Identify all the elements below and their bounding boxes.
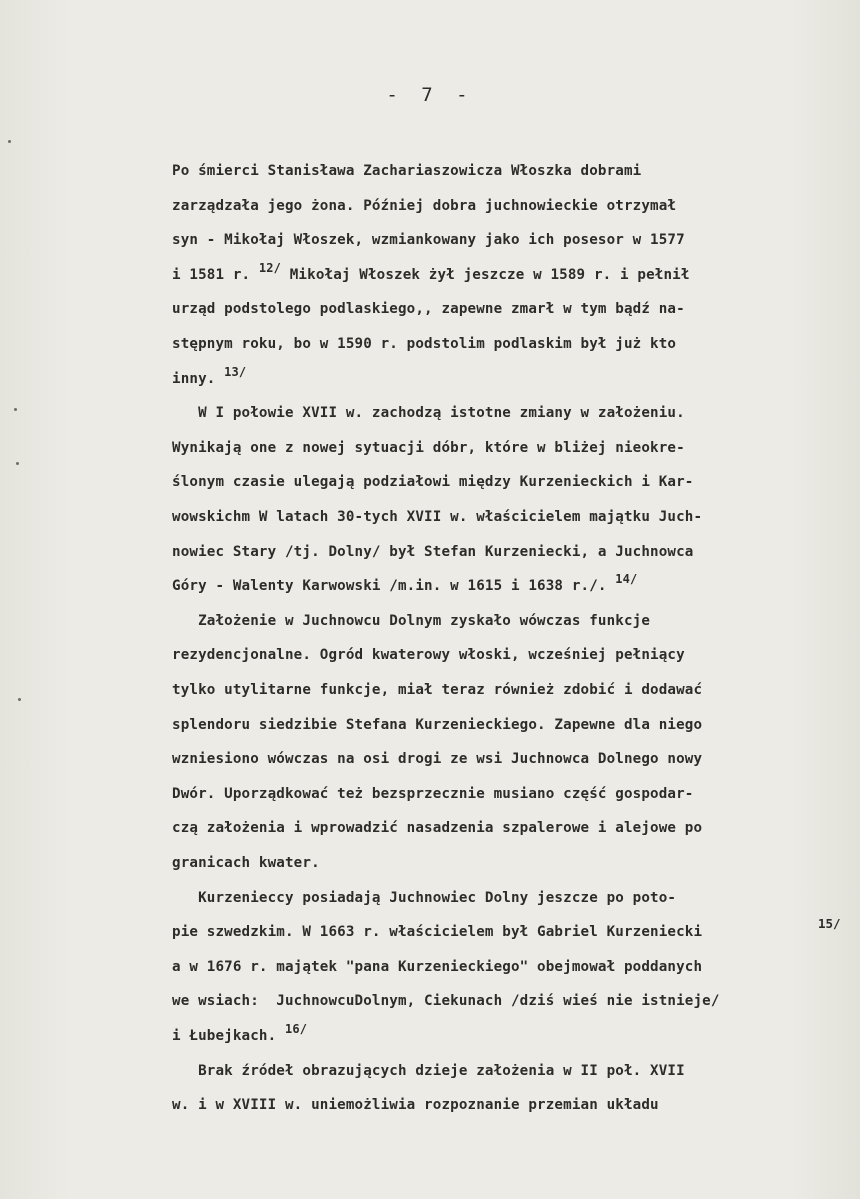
margin-footnote-marker: 15/ xyxy=(818,916,841,931)
page-number: - 7 - xyxy=(386,84,474,106)
text-line xyxy=(172,544,694,560)
text-line-content: syn - Mikołaj Włoszek, wzmiankowany jako ich posesor w 1577 xyxy=(172,232,685,249)
footnote-marker: 16/ xyxy=(285,1022,308,1036)
text-line xyxy=(172,509,702,525)
text-line xyxy=(172,820,702,836)
text-line xyxy=(172,1097,659,1113)
text-line-content: pie szwedzkim. W 1663 r. właścicielem był Gabriel Kurzeniecki xyxy=(172,924,703,941)
text-line xyxy=(172,1063,685,1079)
text-line xyxy=(172,474,694,490)
margin-mark xyxy=(16,462,19,465)
text-line-content: ślonym czasie ulegają podziałowi między Kurzenieckich i Kar- xyxy=(172,474,694,491)
text-line-content: tylko utylitarne funkcje, miał teraz również zdobić i dodawać xyxy=(172,682,703,698)
text-line xyxy=(172,613,650,629)
margin-mark xyxy=(8,140,11,143)
text-line xyxy=(172,163,641,179)
text-line xyxy=(172,336,676,352)
text-line-content: granicach kwater. xyxy=(172,855,320,871)
text-line xyxy=(172,405,685,421)
text-line-content: a w 1676 r. majątek "pana Kurzenieckiego" obejmował poddanych xyxy=(172,958,703,975)
text-line xyxy=(172,440,685,456)
text-line-content: i 1581 r. xyxy=(172,266,259,283)
text-line-content: Mikołaj Włoszek żył jeszcze w 1589 r. i pełnił xyxy=(281,266,690,283)
margin-mark xyxy=(14,408,17,411)
footnote-marker: 12/ xyxy=(258,260,282,275)
text-line xyxy=(172,572,638,595)
text-line xyxy=(172,890,676,906)
text-line-content: stępnym roku, bo w 1590 r. podstolim podlaskim był już kto xyxy=(172,336,677,352)
text-line xyxy=(172,993,720,1009)
footnote-marker: 14/ xyxy=(615,572,638,587)
text-line-content: rezydencjonalne. Ogród kwaterowy włoski, wcześniej pełniący xyxy=(172,647,685,664)
text-line-content: Góry - Walenty Karwowski /m.in. w 1615 i 1638 r./. xyxy=(172,578,616,595)
text-line-content: Po śmierci Stanisława Zachariaszowicza Włoszka dobrami xyxy=(172,163,642,179)
margin-mark xyxy=(18,698,21,701)
text-line xyxy=(172,855,320,871)
text-line xyxy=(172,751,702,767)
text-line-content: wzniesiono wówczas na osi drogi ze wsi Juchnowca Dolnego nowy xyxy=(172,751,703,768)
text-line-content: W I połowie XVII w. zachodzą istotne zmiany w założeniu. xyxy=(172,405,685,422)
text-line xyxy=(172,301,685,317)
text-line-content: Dwór. Uporządkować też bezsprzecznie musiano część gospodar- xyxy=(172,785,694,802)
text-line-content: wowskichm W latach 30-tych XVII w. właścicielem majątku Juch- xyxy=(172,509,703,525)
text-line-content: Założenie w Juchnowcu Dolnym zyskało wówczas funkcje xyxy=(172,612,651,629)
text-line-content: i Łubejkach. xyxy=(172,1028,285,1044)
text-line xyxy=(172,647,685,663)
text-line-content: zarządzała jego żona. Później dobra juchnowieckie otrzymał xyxy=(172,197,677,214)
text-line xyxy=(172,232,685,248)
text-line-content: czą założenia i wprowadzić nasadzenia szpalerowe i alejowe po xyxy=(172,820,703,837)
text-line-content: Kurzenieccy posiadają Juchnowiec Dolny jeszcze po poto- xyxy=(172,889,677,906)
text-line xyxy=(172,1022,308,1044)
text-line xyxy=(172,364,247,387)
text-line xyxy=(172,260,690,283)
text-line xyxy=(172,959,702,975)
text-line-content: inny. xyxy=(172,370,225,387)
text-line xyxy=(172,924,702,940)
text-line xyxy=(172,786,694,802)
text-line-content: nowiec Stary /tj. Dolny/ był Stefan Kurzeniecki, a Juchnowca xyxy=(172,543,694,560)
footnote-marker: 13/ xyxy=(224,364,247,379)
text-line xyxy=(172,717,702,733)
text-line-content: urząd podstolego podlaskiego,, zapewne zmarł w tym bądź na- xyxy=(172,301,685,318)
text-line xyxy=(172,682,702,698)
text-line-content: splendoru siedzibie Stefana Kurzenieckiego. Zapewne dla niego xyxy=(172,716,703,733)
text-line-content: we wsiach: JuchnowcuDolnym, Ciekunach /dziś wieś nie istnieje/ xyxy=(172,993,720,1010)
text-line-content: w. i w XVIII w. uniemożliwia rozpoznanie przemian układu xyxy=(172,1097,659,1114)
text-line-content: Brak źródeł obrazujących dzieje założenia w II poł. XVII xyxy=(172,1062,685,1079)
text-line xyxy=(172,198,676,214)
text-line-content: Wynikają one z nowej sytuacji dóbr, które w bliżej nieokre- xyxy=(172,439,685,456)
